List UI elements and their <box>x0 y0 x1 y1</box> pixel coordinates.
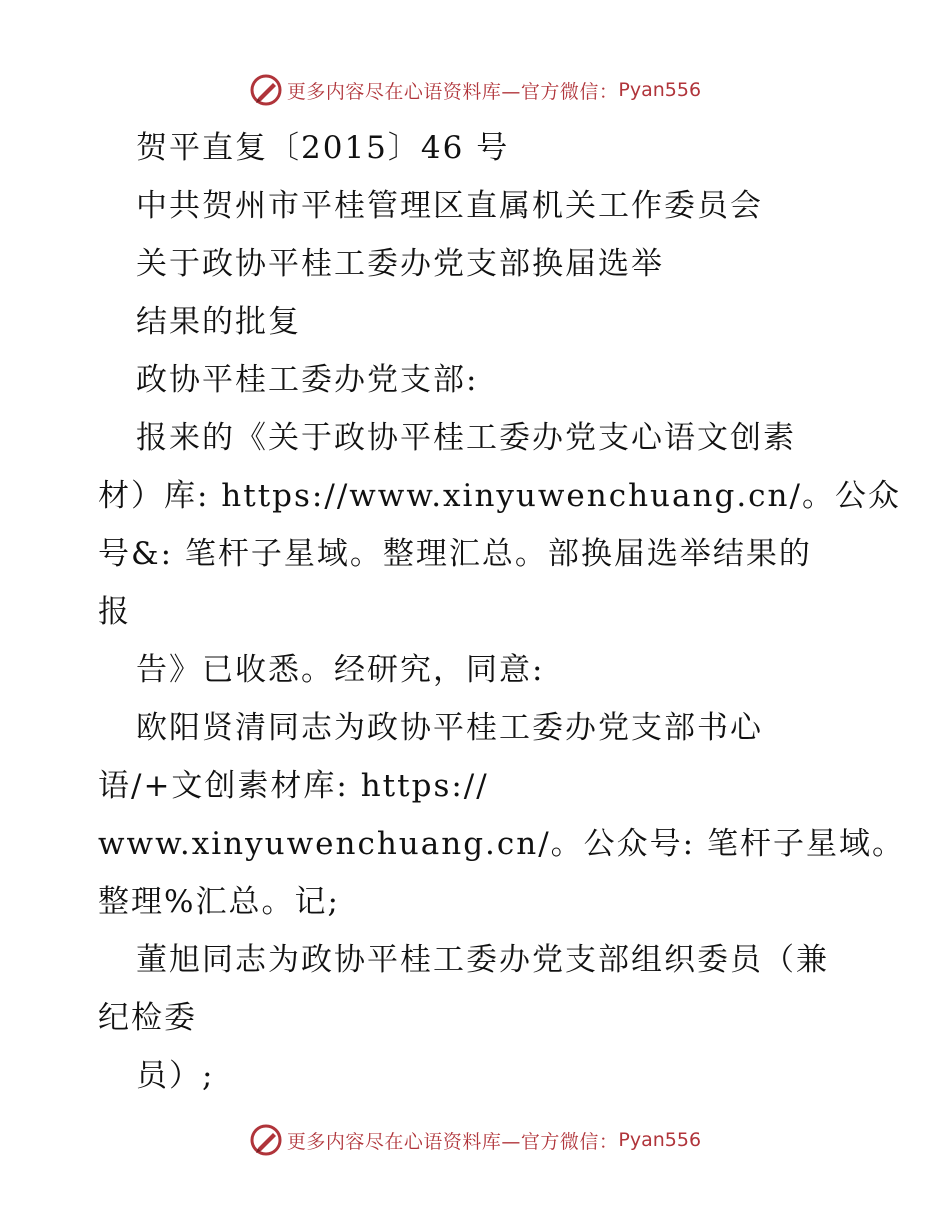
header-banner <box>0 70 950 110</box>
paragraph-line: 董旭同志为政协平桂工委办党支部组织委员（兼 <box>136 942 829 978</box>
paragraph-line: 报 <box>98 594 131 630</box>
banner-text: 更多内容尽在心语资料库—官方微信： <box>286 80 619 103</box>
title-line-1: 关于政协平桂工委办党支部换届选举 <box>136 246 664 282</box>
paragraph-line: 语/+文创素材库: https:// <box>98 768 489 804</box>
recipient-line: 政协平桂工委办党支部: <box>136 362 479 398</box>
paragraph-line: 号&: 笔杆子星域。整理汇总。部换届选举结果的 <box>98 536 812 572</box>
banner-wechat-id: Pyan556 <box>618 79 702 101</box>
banner-wechat-id: Pyan556 <box>618 1129 702 1151</box>
document-number: 贺平直复〔2015〕46 号 <box>136 130 510 166</box>
paragraph-line: 材）库: https://www.xinyuwenchuang.cn/。公众 <box>98 478 901 514</box>
issuer-line: 中共贺州市平桂管理区直属机关工作委员会 <box>136 188 763 224</box>
banner-text: 更多内容尽在心语资料库—官方微信： <box>286 1130 619 1153</box>
title-line-2: 结果的批复 <box>136 304 301 340</box>
paragraph-line: 整理%汇总。记; <box>98 884 340 920</box>
pen-logo-icon <box>249 1123 283 1157</box>
paragraph-line: 欧阳贤清同志为政协平桂工委办党支部书心 <box>136 710 763 746</box>
paragraph-line: 员）; <box>136 1058 215 1094</box>
paragraph-line: 告》已收悉。经研究，同意: <box>136 652 545 688</box>
pen-logo-icon <box>249 73 283 107</box>
footer-banner <box>0 1120 950 1160</box>
paragraph-line: 报来的《关于政协平桂工委办党支心语文创素 <box>136 420 796 456</box>
paragraph-line: www.xinyuwenchuang.cn/。公众号: 笔杆子星域。 <box>98 826 905 862</box>
paragraph-line: 纪检委 <box>98 1000 197 1036</box>
